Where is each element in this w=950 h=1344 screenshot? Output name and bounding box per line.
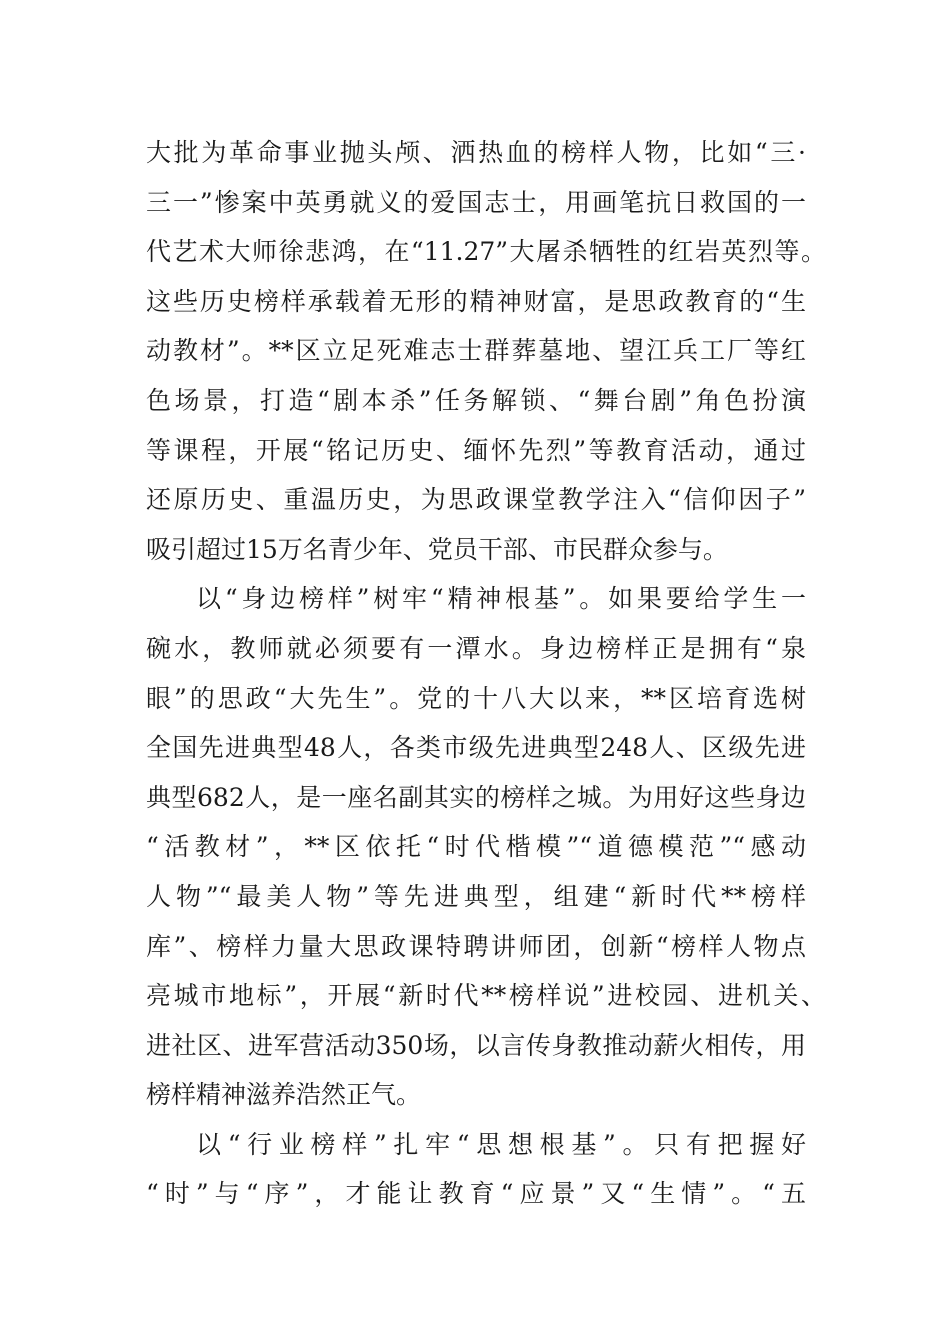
text-line: 亮城市地标”，开展“新时代**榜样说”进校园、进机关、 <box>146 981 826 1011</box>
text-line: 吸引超过15万名青少年、党员干部、市民群众参与。 <box>146 534 728 564</box>
text-line: 还原历史、重温历史，为思政课堂教学注入“信仰因子” <box>146 485 806 515</box>
text-line: 动教材”。**区立足死难志士群葬墓地、望江兵工厂等红 <box>146 336 806 366</box>
text-line: 以“身边榜样”树牢“精神根基”。如果要给学生一 <box>196 584 806 614</box>
text-line: 人物”“最美人物”等先进典型，组建“新时代**榜样 <box>146 881 806 911</box>
text-line: 这些历史榜样承载着无形的精神财富，是思政教育的“生 <box>146 286 806 316</box>
text-line: “活教材”，**区依托“时代楷模”“道德模范”“感动 <box>146 832 806 862</box>
text-line: 碗水，教师就必须要有一潭水。身边榜样正是拥有“泉 <box>146 633 806 663</box>
text-line: 榜样精神滋养浩然正气。 <box>146 1080 422 1110</box>
text-line: 全国先进典型48人，各类市级先进典型248人、区级先进 <box>146 733 806 763</box>
text-line: “时”与“序”，才能让教育“应景”又“生情”。“五 <box>146 1179 806 1209</box>
text-line: 大批为革命事业抛头颅、洒热血的榜样人物，比如“三· <box>146 138 806 167</box>
text-line: 色场景，打造“剧本杀”任务解锁、“舞台剧”角色扮演 <box>146 385 806 415</box>
text-line: 典型682人，是一座名副其实的榜样之城。为用好这些身边 <box>146 782 806 812</box>
body-text <box>146 128 826 1219</box>
text-line: 库”、榜样力量大思政课特聘讲师团，创新“榜样人物点 <box>146 931 806 961</box>
text-line: 等课程，开展“铭记历史、缅怀先烈”等教育活动，通过 <box>146 435 806 465</box>
text-line: 以“行业榜样”扎牢“思想根基”。只有把握好 <box>196 1129 806 1159</box>
text-line: 眼”的思政“大先生”。党的十八大以来，**区培育选树 <box>146 683 806 713</box>
text-line: 代艺术大师徐悲鸿，在“11.27”大屠杀牺牲的红岩英烈等。 <box>146 237 826 267</box>
text-line: 三一”惨案中英勇就义的爱国志士，用画笔抗日救国的一 <box>146 187 806 217</box>
text-line: 进社区、进军营活动350场，以言传身教推动薪火相传，用 <box>146 1030 806 1060</box>
